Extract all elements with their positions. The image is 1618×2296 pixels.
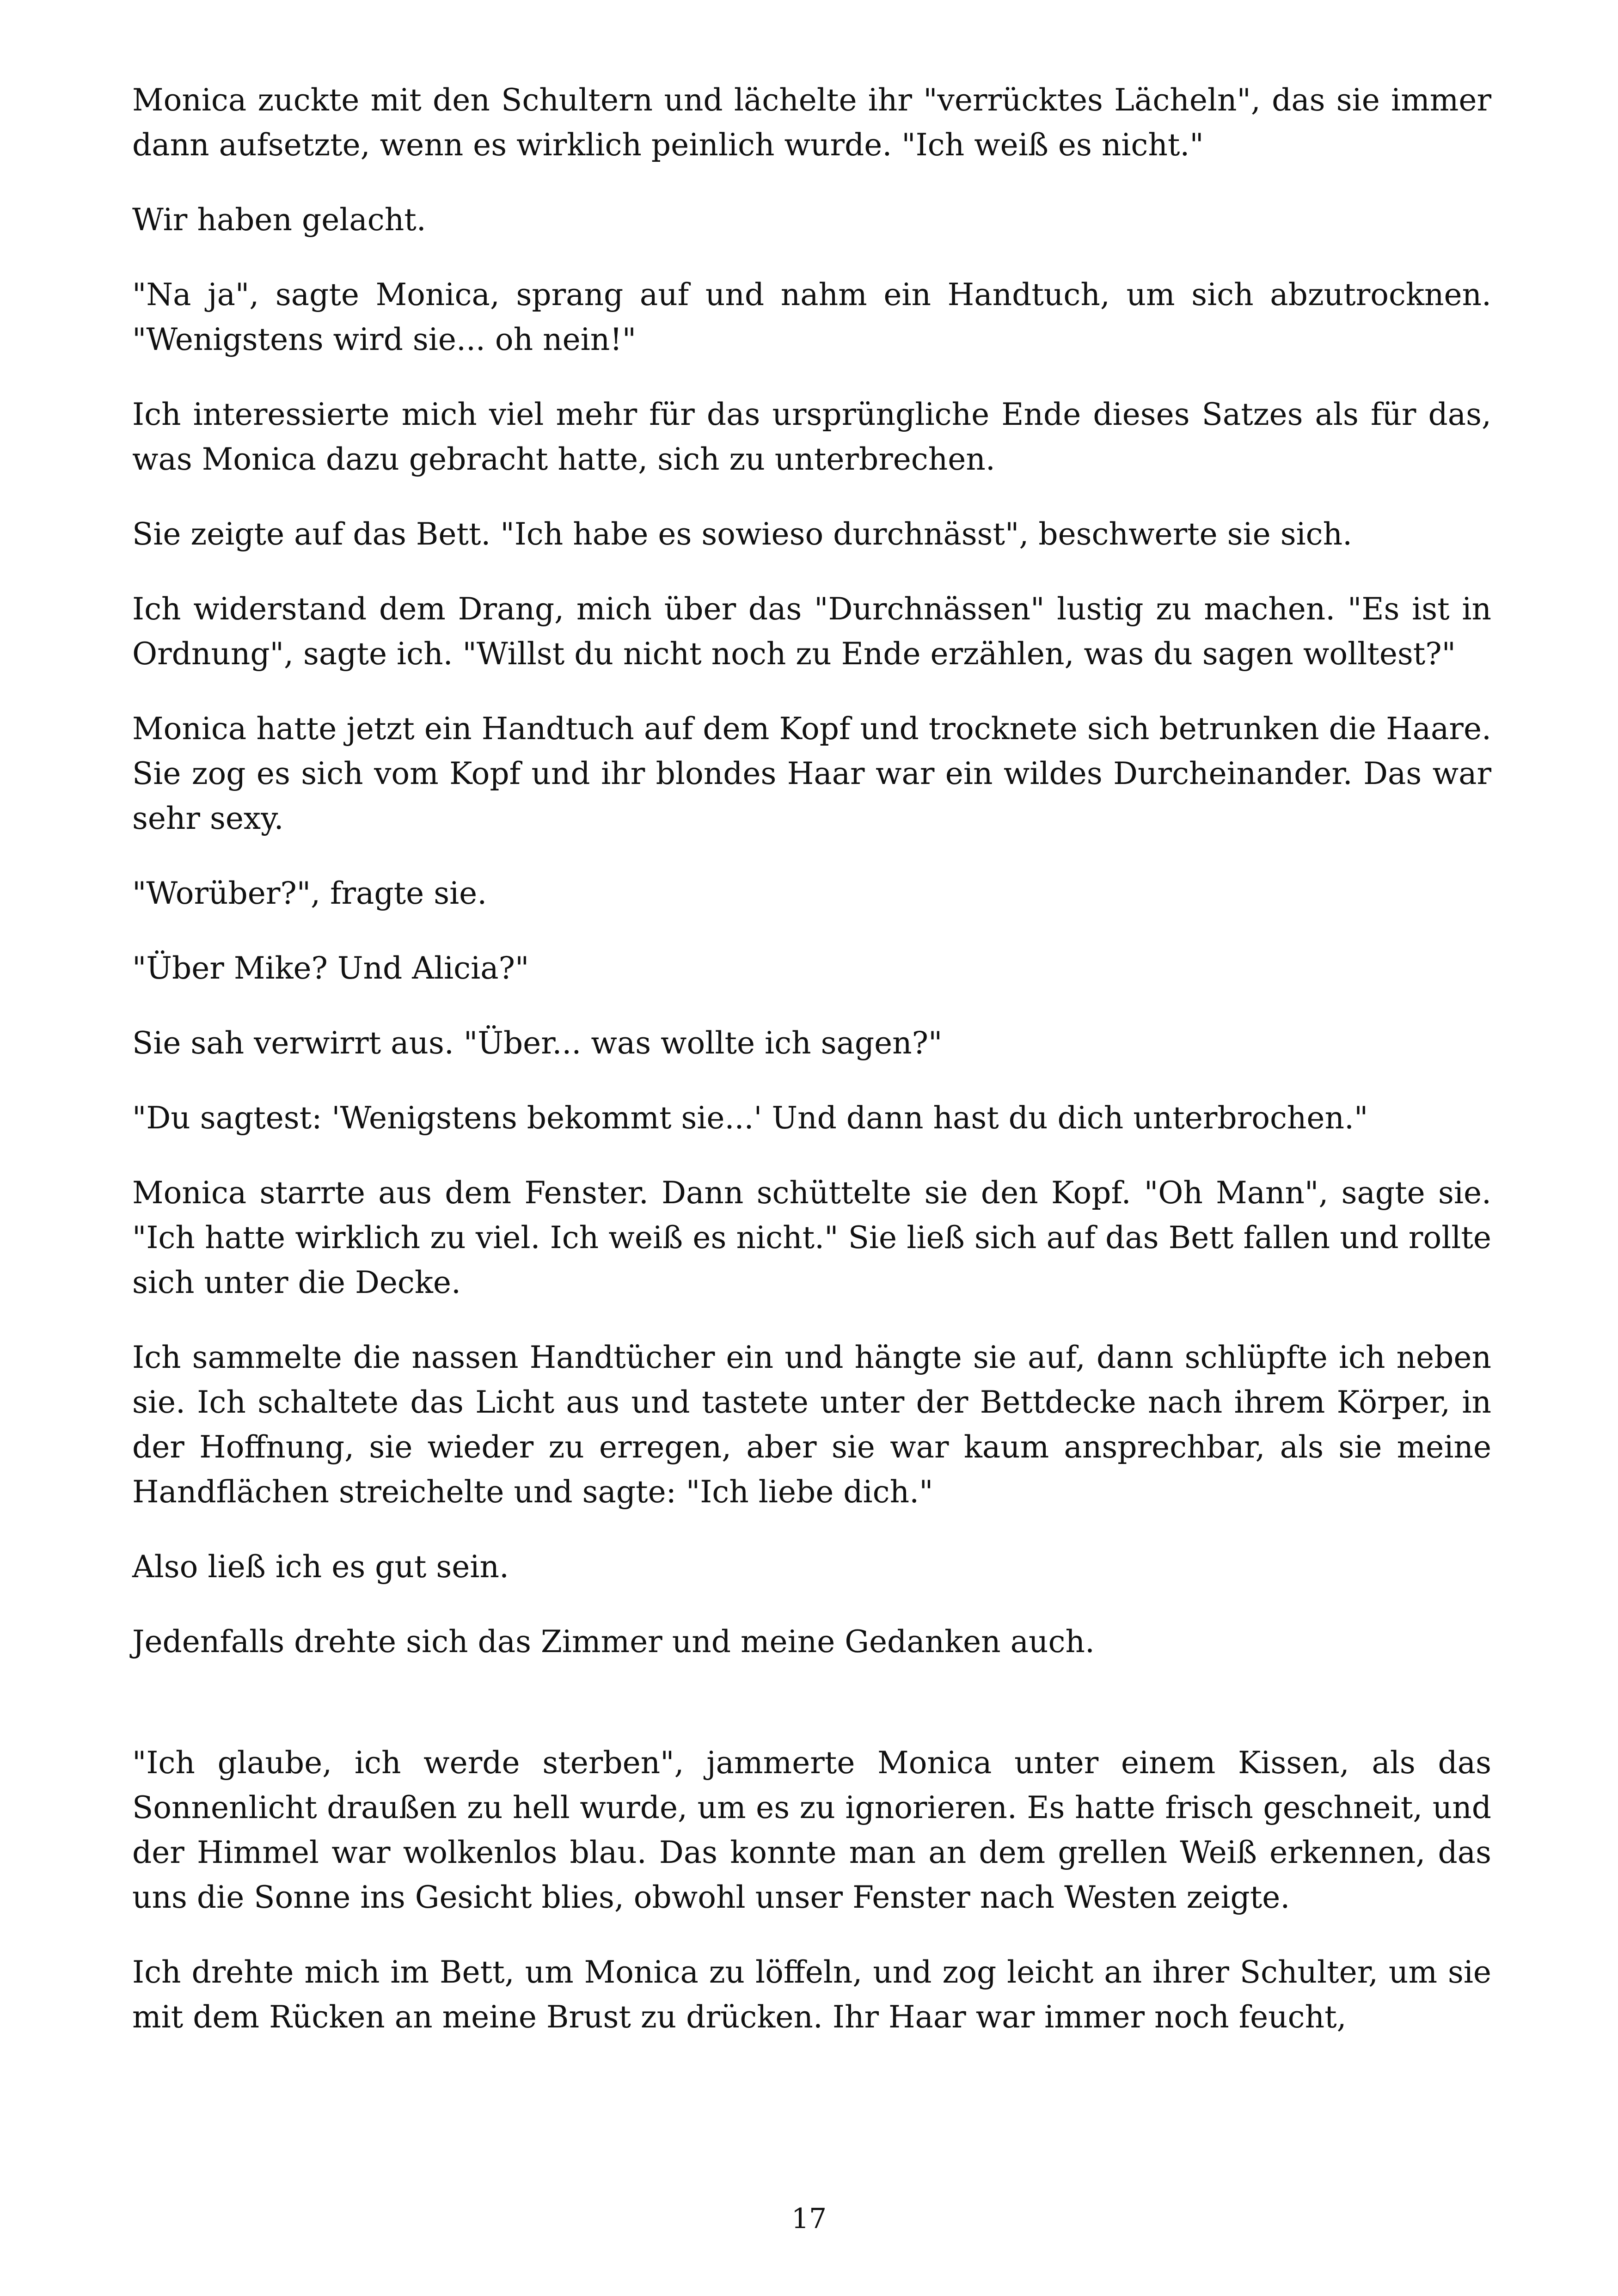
paragraph: Jedenfalls drehte sich das Zimmer und meine Gedanken auch. <box>132 1624 1095 1659</box>
paragraph: "Über Mike? Und Alicia?" <box>132 950 529 986</box>
paragraph: Sie zeigte auf das Bett. "Ich habe es sowieso durchnässt", beschwerte sie sich. <box>132 516 1353 552</box>
paragraph: Monica starrte aus dem Fenster. Dann schüttelte sie den Kopf. "Oh Mann", sagte sie. "Ich hatte wirklich zu viel. Ich weiß es nicht." Sie ließ sich auf das Bett fallen und rollte sich unter die Decke. <box>132 1175 1491 1300</box>
paragraph: "Na ja", sagte Monica, sprang auf und nahm ein Handtuch, um sich abzutrocknen. "Wenigstens wird sie... oh nein!" <box>132 277 1491 357</box>
paragraph: "Worüber?", fragte sie. <box>132 876 487 911</box>
paragraph: Monica hatte jetzt ein Handtuch auf dem Kopf und trocknete sich betrunken die Haare. Sie zog es sich vom Kopf und ihr blondes Haar war ein wildes Durcheinander. Das war sehr sexy. <box>132 711 1491 836</box>
paragraph: Ich widerstand dem Drang, mich über das "Durchnässen" lustig zu machen. "Es ist in Ordnung", sagte ich. "Willst du nicht noch zu Ende erzählen, was du sagen wolltest?" <box>132 591 1491 672</box>
body-text <box>132 78 1491 2069</box>
paragraph: Wir haben gelacht. <box>132 202 426 238</box>
paragraph: Sie sah verwirrt aus. "Über... was wollte ich sagen?" <box>132 1025 943 1061</box>
paragraph: Ich sammelte die nassen Handtücher ein und hängte sie auf, dann schlüpfte ich neben sie. Ich schaltete das Licht aus und tastete unter der Bettdecke nach ihrem Körper, in der Hoffnung, sie wieder zu erregen, aber sie war kaum ansprechbar, als sie meine Handflächen streichelte und sagte: "Ich liebe dich." <box>132 1340 1491 1510</box>
paragraph: "Du sagtest: 'Wenigstens bekommt sie...' Und dann hast du dich unterbrochen." <box>132 1100 1368 1136</box>
section-break <box>132 1694 1491 1740</box>
page-number: 17 <box>791 2203 827 2235</box>
paragraph: Monica zuckte mit den Schultern und lächelte ihr "verrücktes Lächeln", das sie immer dann aufsetzte, wenn es wirklich peinlich wurde. "Ich weiß es nicht." <box>132 82 1491 163</box>
paragraph: "Ich glaube, ich werde sterben", jammerte Monica unter einem Kissen, als das Sonnenlicht draußen zu hell wurde, um es zu ignorieren. Es hatte frisch geschneit, und der Himmel war wolkenlos blau. Das konnte man an dem grellen Weiß erkennen, das uns die Sonne ins Gesicht blies, obwohl unser Fenster nach Westen zeigte. <box>132 1745 1491 1915</box>
paragraph: Also ließ ich es gut sein. <box>132 1549 509 1585</box>
paragraph: Ich interessierte mich viel mehr für das ursprüngliche Ende dieses Satzes als für das, was Monica dazu gebracht hatte, sich zu unterbrechen. <box>132 397 1491 477</box>
paragraph: Ich drehte mich im Bett, um Monica zu löffeln, und zog leicht an ihrer Schulter, um sie mit dem Rücken an meine Brust zu drücken. Ihr Haar war immer noch feucht, <box>132 1954 1491 2035</box>
